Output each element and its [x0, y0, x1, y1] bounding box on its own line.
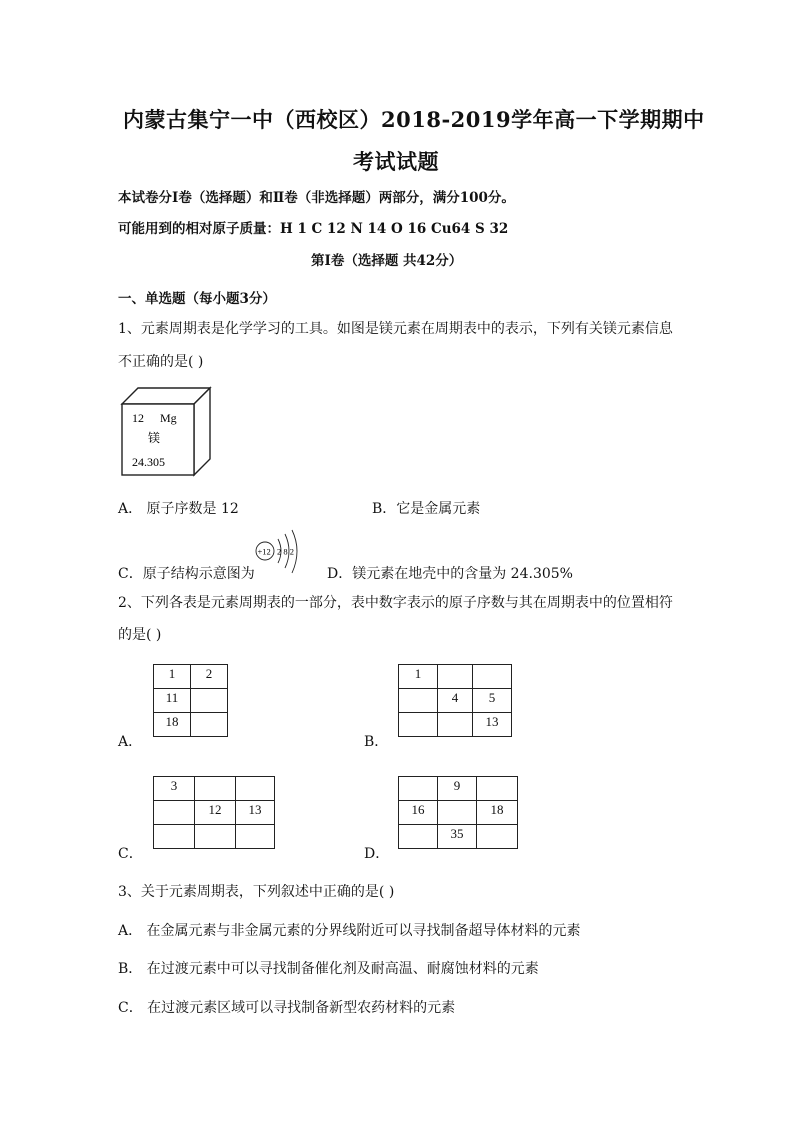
q2-b-cell [438, 713, 473, 737]
q2-b-cell [399, 689, 438, 713]
q1-option-b[interactable]: B．它是金属元素 [372, 501, 481, 517]
q1-option-a[interactable]: A． 原子序数是 12 [118, 501, 239, 517]
element-name: 镁 [148, 431, 161, 445]
q2-c-cell [236, 825, 275, 849]
atom-structure-diagram [254, 527, 304, 577]
q2-d-cell: 35 [438, 825, 477, 849]
q2-a-cell: 18 [154, 713, 191, 737]
q2-option-b-label[interactable]: B． [364, 734, 389, 750]
atom-shell-electrons: 2 8 2 [277, 546, 294, 557]
q3-stem: 3、关于元素周期表，下列叙述中正确的是( ) [118, 884, 395, 900]
q2-c-cell [195, 825, 236, 849]
q2-d-cell: 9 [438, 777, 477, 801]
q2-d-cell: 18 [477, 801, 518, 825]
element-mass: 24.305 [132, 455, 165, 469]
q2-option-a-label[interactable]: A． [118, 734, 143, 750]
magnesium-element-box [118, 382, 218, 478]
q2-table-c [153, 776, 275, 849]
q2-d-cell [399, 777, 438, 801]
q1-option-d[interactable]: D．镁元素在地壳中的含量为 24.305% [327, 566, 573, 582]
q2-d-cell: 16 [399, 801, 438, 825]
q2-b-cell: 5 [473, 689, 512, 713]
q2-c-cell [154, 825, 195, 849]
q3-option-a[interactable]: A． 在金属元素与非金属元素的分界线附近可以寻找制备超导体材料的元素 [118, 923, 581, 939]
q2-c-cell [195, 777, 236, 801]
q2-table-b [398, 664, 512, 737]
q2-d-cell [477, 777, 518, 801]
q2-option-d-label[interactable]: D． [364, 846, 390, 862]
q2-b-cell [473, 665, 512, 689]
exam-title-line2: 考试试题 [353, 149, 439, 174]
exam-title-line1: 内蒙古集宁一中（西校区）2018-2019学年高一下学期期中 [123, 107, 705, 132]
q3-option-c[interactable]: C． 在过渡元素区域可以寻找制备新型农药材料的元素 [118, 1000, 456, 1016]
q2-option-c-label[interactable]: C． [118, 846, 143, 862]
q2-c-cell: 3 [154, 777, 195, 801]
q2-b-cell [399, 713, 438, 737]
part1-title: 第Ⅰ卷（选择题 共42分） [311, 253, 463, 269]
q2-c-cell: 12 [195, 801, 236, 825]
q1-stem-line2: 不正确的是( ) [118, 354, 204, 370]
q2-stem-line2: 的是( ) [118, 627, 162, 643]
section1-title: 一、单选题（每小题3分） [118, 291, 276, 307]
exam-info-score: 本试卷分Ⅰ卷（选择题）和Ⅱ卷（非选择题）两部分，满分100分。 [118, 190, 515, 206]
q2-d-cell [477, 825, 518, 849]
q2-a-cell: 11 [154, 689, 191, 713]
element-symbol: Mg [160, 411, 177, 425]
exam-info-atomic-mass: 可能用到的相对原子质量：H 1 C 12 N 14 O 16 Cu64 S 32 [118, 221, 509, 237]
q2-stem-line1: 2、下列各表是元素周期表的一部分，表中数字表示的原子序数与其在周期表中的位置相符 [118, 595, 673, 611]
q2-a-cell: 2 [191, 665, 228, 689]
q2-table-a [153, 664, 228, 737]
q2-a-cell [191, 689, 228, 713]
q2-table-d [398, 776, 518, 849]
q2-b-cell: 4 [438, 689, 473, 713]
q2-c-cell [236, 777, 275, 801]
q2-d-cell [399, 825, 438, 849]
q2-b-cell: 13 [473, 713, 512, 737]
q2-d-cell [438, 801, 477, 825]
q2-a-cell: 1 [154, 665, 191, 689]
q1-option-c[interactable]: C．原子结构示意图为 [118, 566, 255, 582]
q2-b-cell: 1 [399, 665, 438, 689]
q1-stem-line1: 1、元素周期表是化学学习的工具。如图是镁元素在周期表中的表示，下列有关镁元素信息 [118, 321, 673, 337]
atom-nucleus-charge: +12 [257, 546, 271, 557]
q3-option-b[interactable]: B． 在过渡元素中可以寻找制备催化剂及耐高温、耐腐蚀材料的元素 [118, 961, 539, 977]
q2-b-cell [438, 665, 473, 689]
q2-c-cell: 13 [236, 801, 275, 825]
q2-c-cell [154, 801, 195, 825]
element-atomic-number: 12 [132, 411, 144, 425]
q2-a-cell [191, 713, 228, 737]
